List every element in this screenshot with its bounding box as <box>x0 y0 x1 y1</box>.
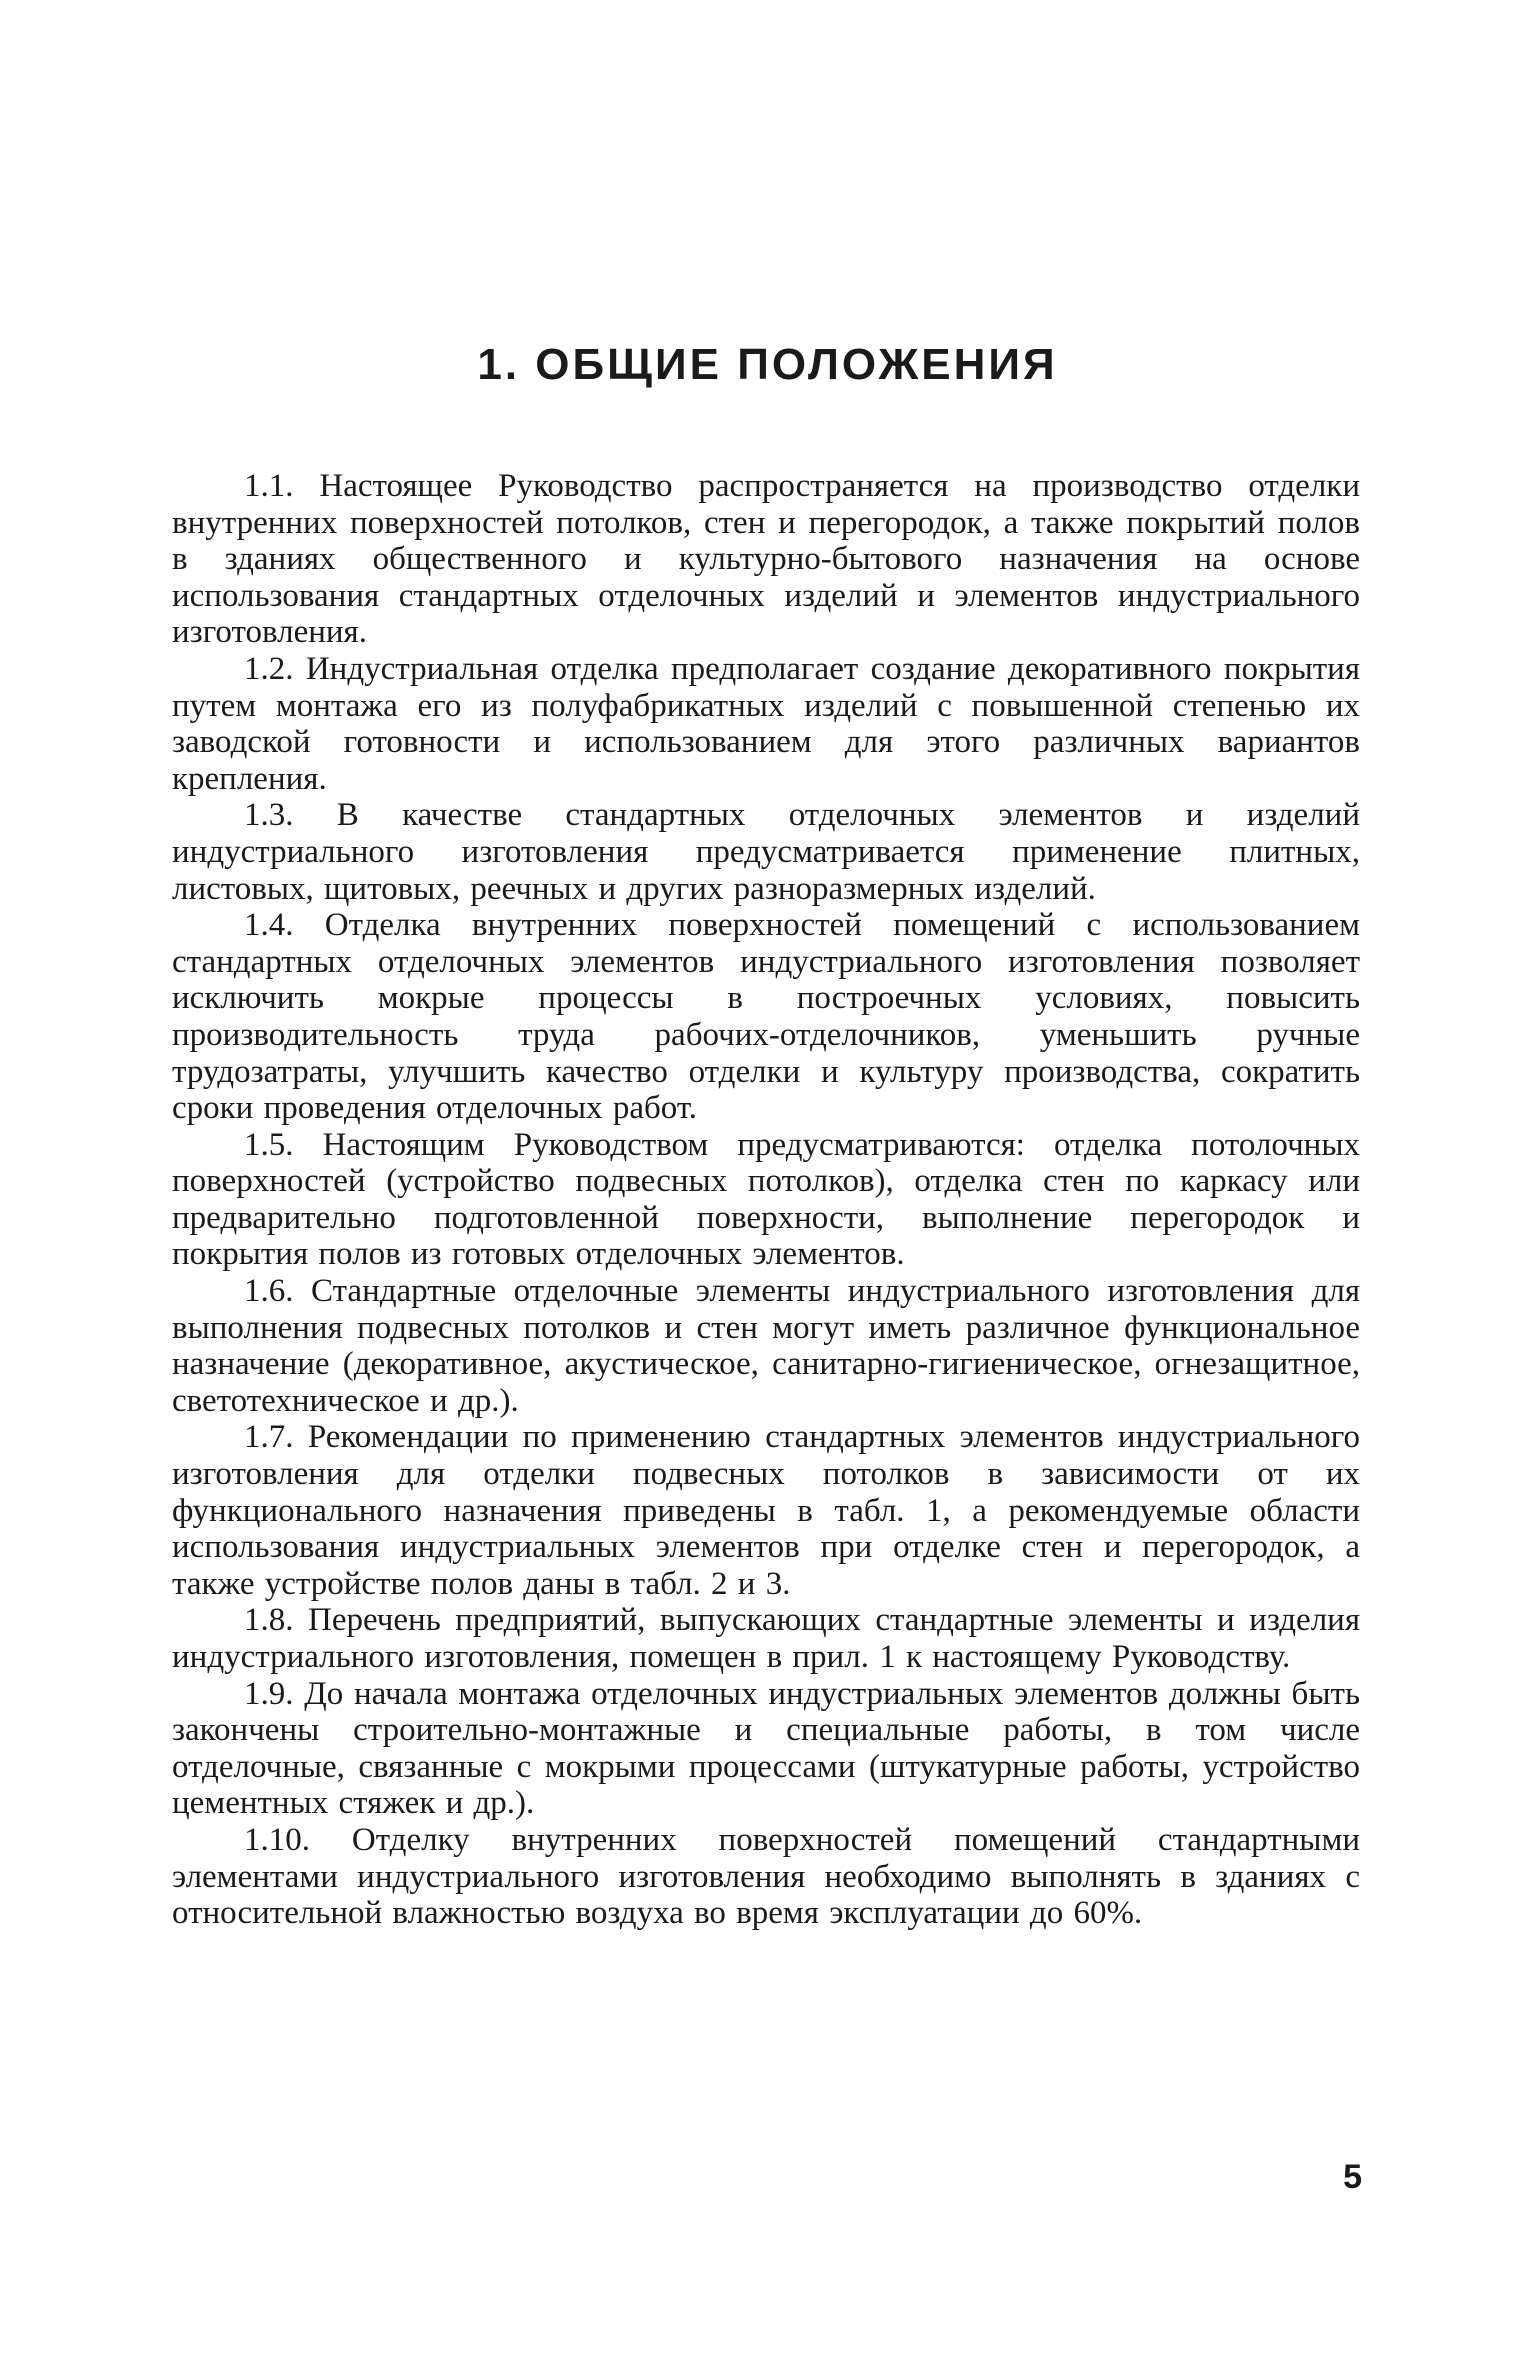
paragraph-number: 1.8. <box>244 1602 294 1639</box>
paragraph-1-3 <box>172 797 1360 907</box>
body-text <box>172 468 1360 1932</box>
paragraph-text: Настоящее Руководство распространяется на производство отделки внутренних поверхностей потолков, стен и перегородок, а также покрытий полов в зданиях общественного и культурно-бытового назначения на основе использования стандартных отделочных изделий и элементов индустриального изготовления. <box>172 468 1360 651</box>
paragraph-1-9 <box>172 1676 1360 1822</box>
paragraph-text: Стандартные отделочные элементы индустриального изготовления для выполнения подвесных потолков и стен могут иметь различное функциональное назначение (декоративное, акустическое, санитарно-гигиеническое, огнезащитное, светотехническое и др.). <box>172 1273 1361 1419</box>
paragraph-number: 1.3. <box>244 797 294 834</box>
paragraph-1-10 <box>172 1822 1360 1932</box>
paragraph-number: 1.10. <box>244 1821 310 1858</box>
paragraph-number: 1.1. <box>244 468 294 504</box>
paragraph-1-5 <box>172 1127 1360 1273</box>
paragraph-number: 1.5. <box>244 1126 294 1163</box>
paragraph-text: Индустриальная отделка предполагает создание декоративного покрытия путем монтажа его из полуфабрикатных изделий с повышенной степенью их заводской готовности и использованием для этого различных вариантов крепления. <box>172 650 1361 797</box>
paragraph-1-6 <box>172 1273 1360 1419</box>
paragraph-number: 1.2. <box>244 650 294 687</box>
paragraph-text: Настоящим Руководством предусматриваются: отделка потолочных поверхностей (устройство подвесных потолков), отделка стен по каркасу или предварительно подготовленной поверхности, выполнение перегородок и покрытия полов из готовых отделочных элементов. <box>172 1126 1361 1273</box>
paragraph-text: Перечень предприятий, выпускающих стандартные элементы и изделия индустриального изготовления, помещен в прил. 1 к настоящему Руководству. <box>172 1602 1360 1675</box>
paragraph-number: 1.4. <box>244 907 294 944</box>
paragraph-number: 1.9. <box>244 1675 294 1712</box>
paragraph-number: 1.6. <box>244 1273 294 1310</box>
page-number: 5 <box>1343 2158 1362 2196</box>
paragraph-1-2 <box>172 651 1360 797</box>
paragraph-number: 1.7. <box>244 1419 294 1456</box>
paragraph-1-1 <box>172 468 1360 651</box>
paragraph-text: До начала монтажа отделочных индустриальных элементов должны быть закончены строительно-монтажные и специальные работы, в том числе отделочные, связанные с мокрыми процессами (штукатурные работы, устройство цементных стяжек и др.). <box>172 1675 1360 1822</box>
paragraph-text: Рекомендации по применению стандартных элементов индустриального изготовления для отделки подвесных потолков в зависимости от их функционального назначения приведены в табл. 1, а рекомендуемые области использования индустриальных элементов при отделке стен и перегородок, а также устройстве полов даны в табл. 2 и 3. <box>172 1419 1360 1602</box>
paragraph-text: В качестве стандартных отделочных элементов и изделий индустриального изготовления предусматривается применение плитных, листовых, щитовых, реечных и других разноразмерных изделий. <box>172 797 1360 907</box>
paragraph-1-7 <box>172 1419 1360 1602</box>
section-title: 1. ОБЩИЕ ПОЛОЖЕНИЯ <box>477 340 1058 389</box>
paragraph-text: Отделка внутренних поверхностей помещений с использованием стандартных отделочных элементов индустриального изготовления позволяет исключить мокрые процессы в построечных условиях, повысить производительность труда рабочих-отделочников, уменьшить ручные трудозатраты, улучшить качество отделки и культуру производства, сократить сроки проведения отделочных работ. <box>172 907 1360 1127</box>
paragraph-1-8 <box>172 1602 1360 1675</box>
paragraph-1-4 <box>172 907 1360 1127</box>
paragraph-text: Отделку внутренних поверхностей помещений стандартными элементами индустриального изготовления необходимо выполнять в зданиях с относительной влажностью воздуха во время эксплуатации до 60%. <box>172 1821 1360 1932</box>
